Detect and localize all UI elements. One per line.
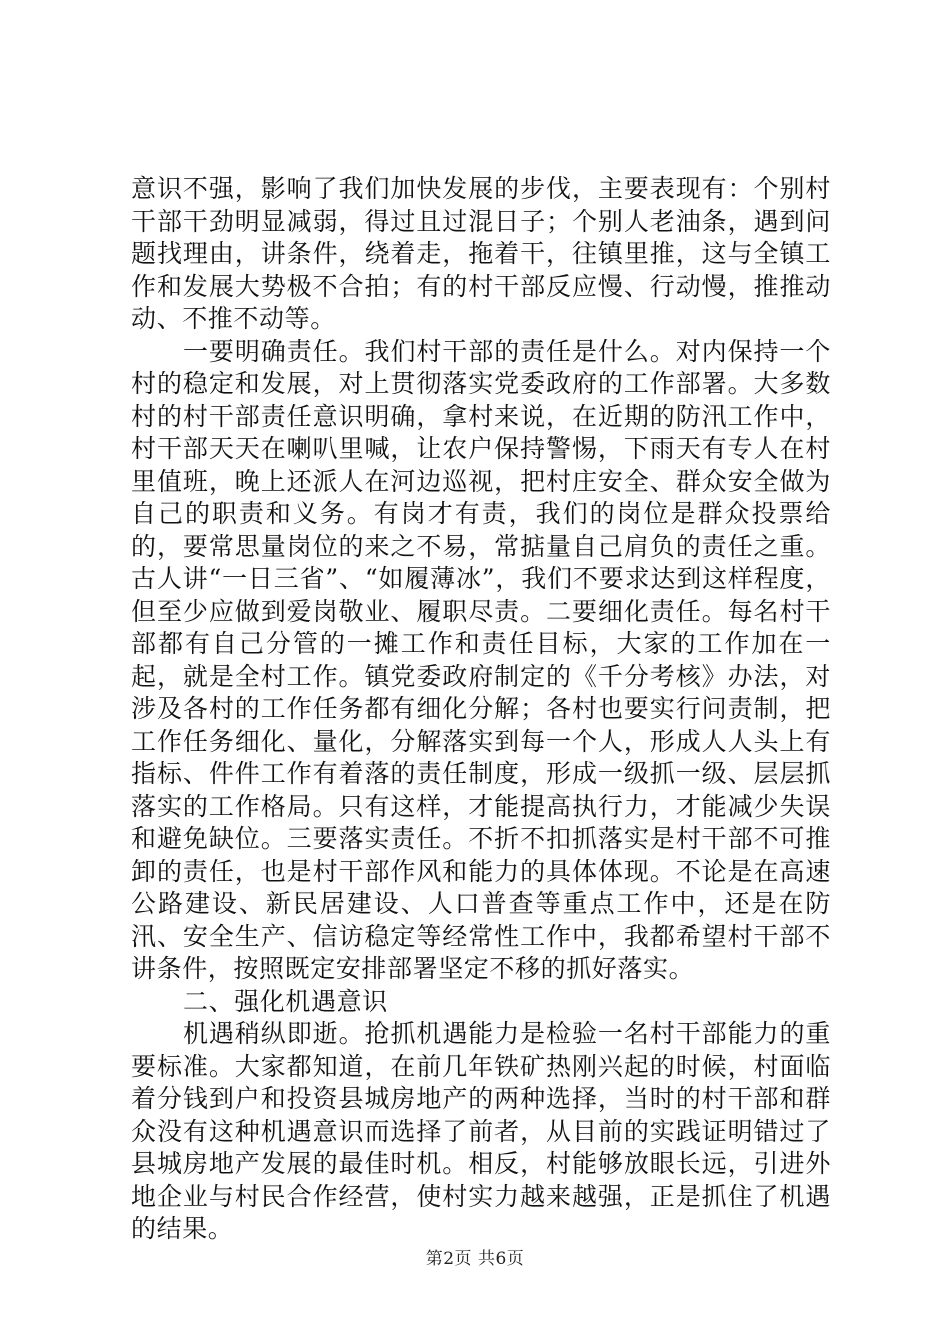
paragraph-continuation: 意识不强，影响了我们加快发展的步伐，主要表现有：个别村干部干劲明显减弱，得过且过混日子；个别人老油条，遇到问题找理由，讲条件，绕着走，拖着干，往镇里推，这与全镇工作和发展大势极不合拍；有的村干部反应慢、行动慢，推推动动、不推不动等。 [131,174,831,333]
paragraph-responsibility: 一要明确责任。我们村干部的责任是什么。对内保持一个村的稳定和发展，对上贯彻落实党委政府的工作部署。大多数村的村干部责任意识明确，拿村来说，在近期的防汛工作中，村干部天天在喇叭里喊，让农户保持警惕，下雨天有专人在村里值班，晚上还派人在河边巡视，把村庄安全、群众安全做为自己的职责和义务。有岗才有责，我们的岗位是群众投票给的，要常思量岗位的来之不易，常掂量自己肩负的责任之重。古人讲“一日三省”、“如履薄冰”，我们不要求达到这样程度，但至少应做到爱岗敬业、履职尽责。二要细化责任。每名村干部都有自己分管的一摊工作和责任目标，大家的工作加在一起，就是全村工作。镇党委政府制定的《千分考核》办法，对涉及各村的工作任务都有细化分解；各村也要实行问责制，把工作任务细化、量化，分解落实到每一个人，形成人人头上有指标、件件工作有着落的责任制度，形成一级抓一级、层层抓落实的工作格局。只有这样，才能提高执行力，才能减少失误和避免缺位。三要落实责任。不折不扣抓落实是村干部不可推卸的责任，也是村干部作风和能力的具体体现。不论是在高速公路建设、新民居建设、人口普查等重点工作中，还是在防汛、安全生产、信访稳定等经常性工作中，我都希望村干部不讲条件，按照既定安排部署坚定不移的抓好落实。 [131,336,831,983]
section-heading: 二、强化机遇意识 [183,986,388,1016]
paragraph-opportunity: 机遇稍纵即逝。抢抓机遇能力是检验一名村干部能力的重要标准。大家都知道，在前几年铁矿热刚兴起的时候，村面临着分钱到户和投资县城房地产的两种选择，当时的村干部和群众没有这种机遇意识而选择了前者，从目前的实践证明错过了县城房地产发展的最佳时机。相反，村能够放眼长远，引进外地企业与村民合作经营，使村实力越来越强，正是抓住了机遇的结果。 [131,1019,831,1243]
page-number-footer: 第2页 共6页 [425,1249,525,1269]
document-body [131,173,831,1246]
